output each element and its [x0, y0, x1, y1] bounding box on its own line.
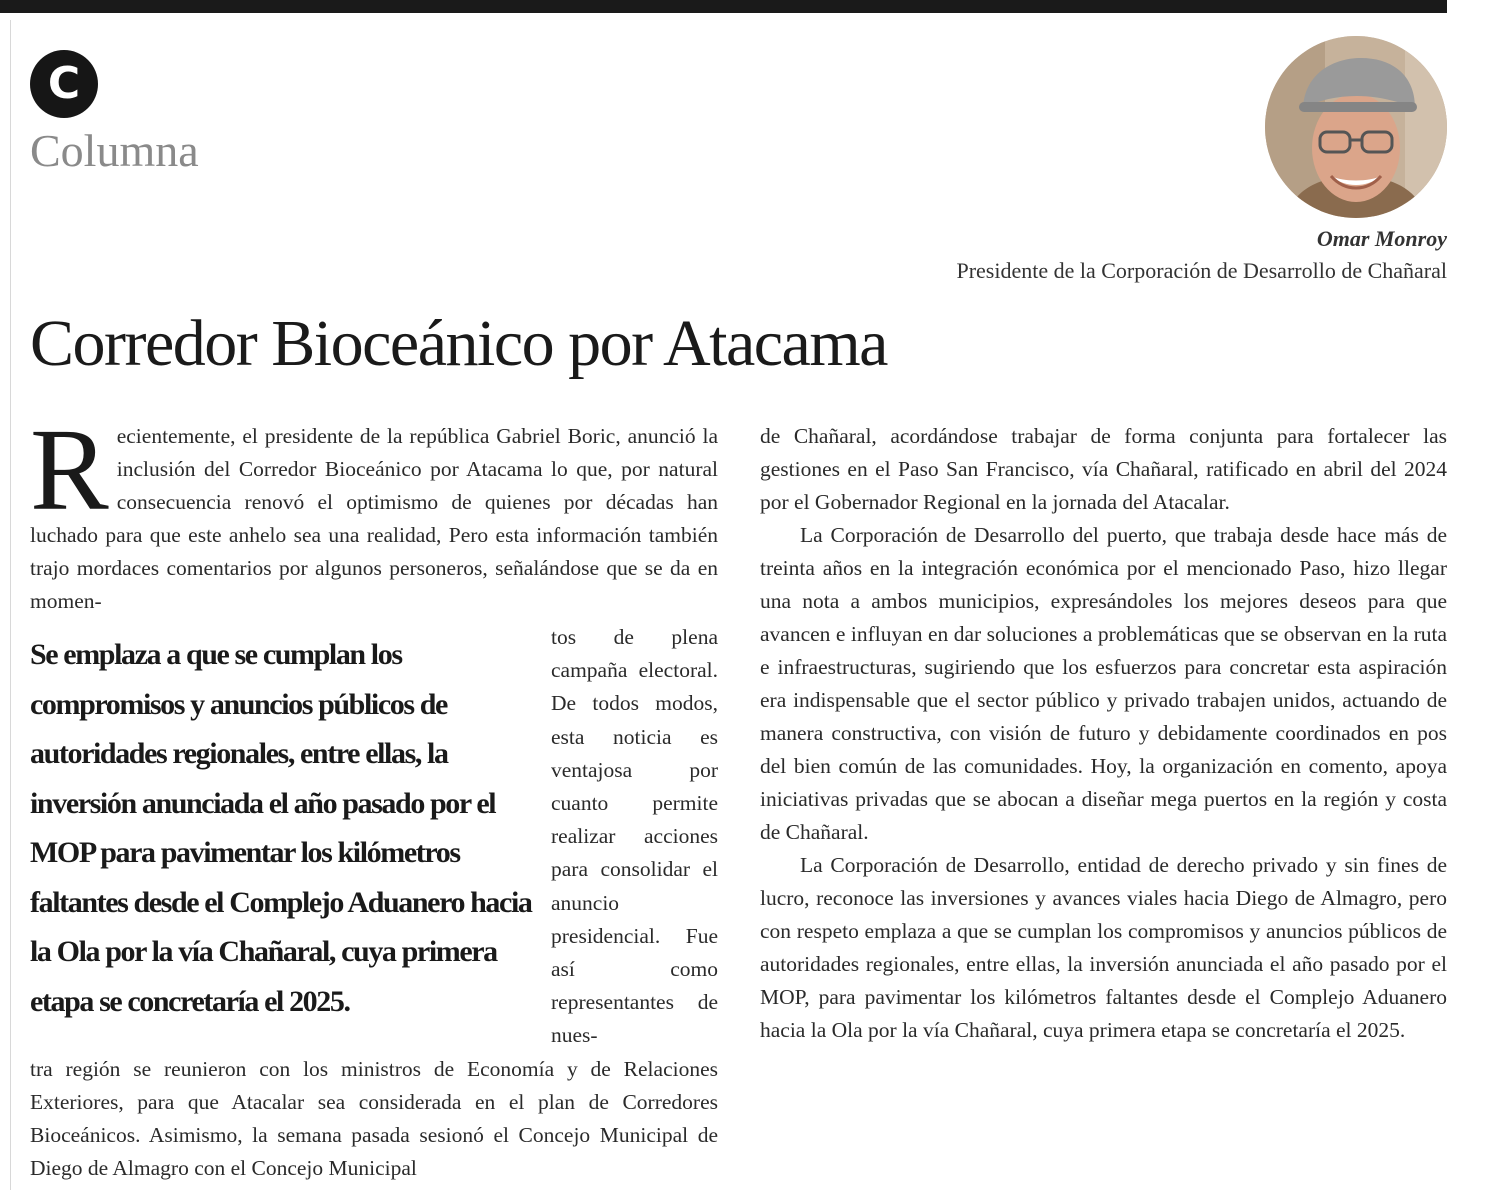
article-intro	[30, 404, 718, 618]
narrow-column-text: tos de plena campaña electoral. De todos modos, esta noticia es ventajosa por cuanto permite realizar acciones para consolidar el anuncio presidencial. Fue así como representantes de nues-	[551, 625, 718, 1048]
col2-paragraph-3: La Corporación de Desarrollo, entidad de derecho privado y sin fines de lucro, reconoce las inversiones y avances viales hacia Diego de Almagro, pero con respeto emplaza a que se cumplan los compromisos y anuncios públicos de autoridades regionales, entre ellas, la inversión anunciada el año pasado por el MOP, para pavimentar los kilómetros faltantes desde el Complejo Aduanero hacia la Ola por la vía Chañaral, cuya primera etapa se concretaría el 2025.	[760, 853, 1447, 1042]
intro-paragraph: ecientemente, el presidente de la república Gabriel Boric, anunció la inclusión del Corredor Bioceánico por Atacama lo que, por natural consecuencia renovó el optimismo de quienes por décadas han luchado para que este anhelo sea una realidad, Pero esta información también trajo mordaces comentarios por algunos personeros, señalándose que se da en momen-	[30, 424, 718, 613]
continued-paragraph: tra región se reunieron con los ministros de Economía y de Relaciones Exteriores, para que Atacalar sea considerada en el plan de Corredores Bioceánicos. Asimismo, la semana pasada sesionó el Concejo Municipal de Diego de Almagro con el Concejo Municipal	[30, 1057, 718, 1180]
author-portrait-icon	[1265, 36, 1447, 218]
section-label: Columna	[30, 125, 199, 176]
right-column	[760, 420, 1447, 1047]
headline: Corredor Bioceánico por Atacama	[30, 307, 887, 380]
col2-paragraph-2: La Corporación de Desarrollo del puerto, que trabaja desde hace más de treinta años en la integración económica por el mencionado Paso, hizo llegar una nota a ambos municipios, expresándoles los mejores deseos para que avancen e influyan en dar soluciones a problemáticas que se observan en la ruta e infraestructuras, sugiriendo que los esfuerzos para concretar esta aspiración era indispensable que el sector público y privado trabajen unidos, actuando de manera constructiva, con visión de futuro y debidamente coordinados en pos del bien común de las comunidades. Hoy, la organización en comento, apoya iniciativas privadas que se abocan a diseñar mega puertos en la región y costa de Chañaral.	[760, 523, 1447, 844]
column-divider	[10, 20, 11, 1190]
author-role: Presidente de la Corporación de Desarrollo de Chañaral	[956, 258, 1447, 283]
col2-paragraph-1: de Chañaral, acordándose trabajar de forma conjunta para fortalecer las gestiones en el Paso San Francisco, vía Chañaral, ratificado en abril del 2024 por el Gobernador Regional en la jornada del Atacalar.	[760, 424, 1447, 514]
top-rule	[0, 0, 1447, 13]
section-badge: C	[30, 50, 98, 118]
pull-quote: Se emplaza a que se cumplan los compromisos y anuncios públicos de autoridades regionales, entre ellas, la inversión anunciada el año pasado por el MOP para pavimentar los kilómetros faltantes desde el Complejo Aduanero hacia la Ola por la vía Chañaral, cuya primera etapa se concretaría el 2025.	[30, 638, 532, 1018]
author-photo	[1265, 36, 1447, 218]
author-name: Omar Monroy	[1316, 226, 1447, 251]
drop-cap: R	[30, 404, 109, 535]
